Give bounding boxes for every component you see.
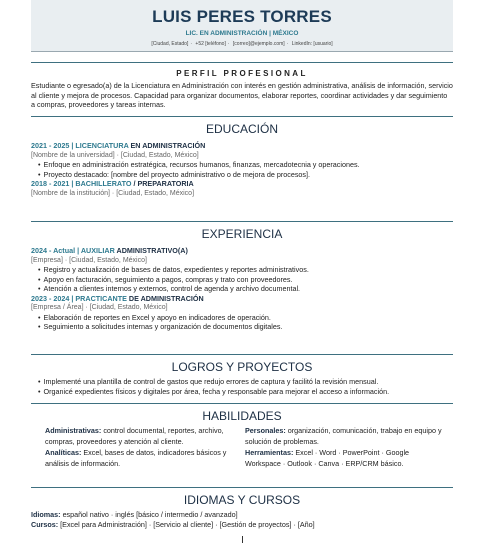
list-item: • Apoyo en facturación, seguimiento a pagos, compras y trato con proveedores. <box>38 275 453 285</box>
list-item: • Registro y actualización de bases de datos, expedientes y reportes administrativos. <box>38 265 453 275</box>
page-edge-mark <box>242 536 243 543</box>
list-item: • Organicé expedientes físicos y digitales por área, fecha y responsable para mejorar el acceso a información. <box>38 387 453 397</box>
contact-phone: +52 [teléfono] <box>195 41 226 47</box>
experience-company: [Empresa / Área] · [Ciudad, Estado, México] <box>31 304 168 312</box>
profile-section <box>31 62 453 110</box>
section-divider <box>31 354 453 355</box>
education-entry-title: 2021 - 2025 | LICENCIATURA EN ADMINISTRACIÓN <box>31 141 206 150</box>
courses-line: Cursos: [Excel para Administración] · [Servicio al cliente] · [Gestión de proyectos] · [Año] <box>31 519 315 529</box>
contact-linkedin: LinkedIn: [usuario] <box>291 41 333 47</box>
section-divider <box>31 487 453 488</box>
resume-header <box>31 0 453 52</box>
section-divider <box>31 403 453 404</box>
contact-line: [Ciudad, Estado] · +52 [teléfono] · [correo]@ejemplo.com] · LinkedIn: [usuario] <box>151 41 333 47</box>
contact-email: [correo]@ejemplo.com] <box>232 41 285 47</box>
skill-group: Administrativas: control documental, reportes, archivo, compras, proveedores y atención al cliente. <box>45 426 224 446</box>
education-entry <box>31 179 453 198</box>
experience-bullets <box>31 265 453 294</box>
profile-text: Estudiante o egresado(a) de la Licenciatura en Administración con interés en gestión administrativa, análisis de información, servicio al cliente y mejora de procesos. Capacidad para organizar documentos, elaborar reportes, coordinar actividades y dar seguimiento a compras, proveedores y tareas internas. <box>31 81 453 110</box>
achievements-title: LOGROS Y PROYECTOS <box>171 360 313 374</box>
experience-entry-title: 2024 - Actual | AUXILIAR ADMINISTRATIVO(A) <box>31 246 188 255</box>
degree-line: LIC. EN ADMINISTRACIÓN | MÉXICO <box>185 30 299 37</box>
skill-group: Analíticas: Excel, bases de datos, indicadores básicos y análisis de información. <box>45 448 227 468</box>
list-item: • Proyecto destacado: [nombre del proyecto administrativo o de mejora de procesos]. <box>38 170 453 180</box>
skills-section <box>31 403 453 469</box>
profile-title: PERFIL PROFESIONAL <box>176 69 308 78</box>
country: MÉXICO <box>272 30 299 37</box>
education-section <box>31 116 453 198</box>
list-item: • Enfoque en administración estratégica, recursos humanos, finanzas, mercadotecnia y operaciones. <box>38 160 453 170</box>
education-entry-title: 2018 - 2021 | BACHILLERATO / PREPARATORIA <box>31 179 194 189</box>
experience-section <box>31 221 453 332</box>
experience-bullets <box>31 313 453 332</box>
education-entry <box>31 141 453 179</box>
section-divider <box>31 221 453 222</box>
experience-entry-title: 2023 - 2024 | PRACTICANTE DE ADMINISTRACIÓN <box>31 293 204 303</box>
experience-title: EXPERIENCIA <box>201 227 283 241</box>
section-divider <box>31 62 453 63</box>
list-item: • Elaboración de reportes en Excel y apoyo en indicadores de operación. <box>38 313 453 323</box>
experience-company: [Empresa] · [Ciudad, Estado, México] <box>31 256 147 264</box>
contact-location: [Ciudad, Estado] <box>151 41 189 47</box>
skill-group: Herramientas: Excel · Word · PowerPoint · Google Workspace · Outlook · Canva · ERP/CRM básico. <box>245 448 410 468</box>
languages-line: Idiomas: español nativo · inglés [básico / intermedio / avanzado] <box>31 510 238 519</box>
skill-group: Personales: organización, comunicación, trabajo en equipo y solución de problemas. <box>245 426 442 446</box>
education-institution: [Nombre de la universidad] · [Ciudad, Estado, México] <box>31 151 199 159</box>
experience-entry <box>31 294 453 332</box>
education-title: EDUCACIÓN <box>205 122 278 136</box>
list-item: • Implementé una plantilla de control de gastos que redujo errores de captura y facilitó la revisión mensual. <box>38 377 453 387</box>
section-divider <box>31 116 453 117</box>
languages-title: IDIOMAS Y CURSOS <box>183 493 301 507</box>
skills-right-column <box>245 425 445 469</box>
experience-entry <box>31 246 453 294</box>
candidate-name: LUIS PERES TORRES <box>152 7 332 26</box>
degree: LIC. EN ADMINISTRACIÓN <box>185 30 268 37</box>
education-institution: [Nombre de la institución] · [Ciudad, Estado, México] <box>31 189 195 197</box>
skills-left-column <box>45 425 245 469</box>
skills-columns <box>31 425 453 469</box>
skills-title: HABILIDADES <box>202 409 282 423</box>
list-item: • Atención a clientes internos y externos, control de agenda y archivo documental. <box>38 284 453 294</box>
achievements-section <box>31 354 453 396</box>
languages-section <box>31 487 453 529</box>
education-bullets <box>31 160 453 179</box>
achievements-bullets <box>31 377 453 396</box>
list-item: • Seguimiento a solicitudes internas y organización de documentos digitales. <box>38 322 453 332</box>
